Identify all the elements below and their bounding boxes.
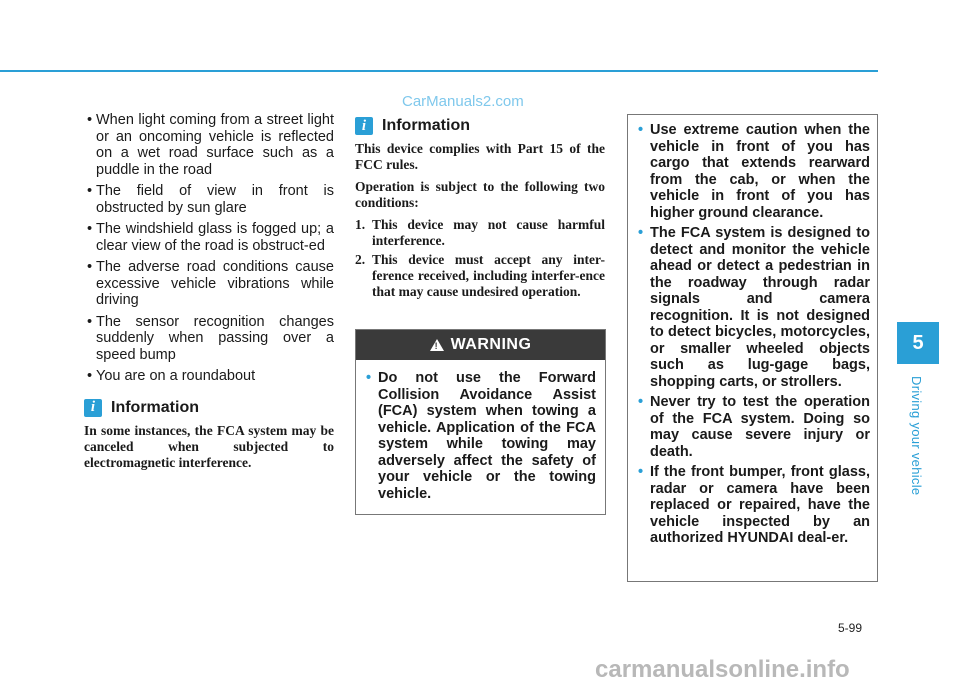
info-icon: i <box>84 399 102 417</box>
header-rule <box>0 70 878 72</box>
info-title: Information <box>382 117 470 134</box>
middle-column <box>355 117 605 303</box>
chapter-title: Driving your vehicle <box>909 376 924 496</box>
list-item: 1. This device may not cause harmful interference. <box>355 217 605 248</box>
list-item: • If the front bumper, front glass, radar or camera have been replaced or repaired, have the vehicle inspected by an authorized HYUNDAI deal-er. <box>638 464 870 546</box>
list-item: • Use extreme caution when the vehicle in front of you has cargo that extends rearward from the cab, or when the vehicle in front of you has higher ground clearance. <box>638 122 870 221</box>
fcc-paragraph: This device complies with Part 15 of the FCC rules. <box>355 141 605 172</box>
info-title: Information <box>111 398 199 416</box>
list-item: • When light coming from a street light or an oncoming vehicle is reflected on a wet road surface such as a puddle in the road <box>87 112 334 178</box>
left-column <box>84 112 334 471</box>
watermark-bottom: carmanualsonline.info <box>595 656 850 683</box>
warning-list <box>366 370 596 502</box>
list-item: • The sensor recognition changes suddenly when passing over a speed bump <box>87 313 334 363</box>
caution-list <box>638 122 870 547</box>
fcc-paragraph: Operation is subject to the following two conditions: <box>355 179 605 210</box>
page-number: 5-99 <box>838 621 863 635</box>
fcc-conditions <box>355 217 605 300</box>
chapter-tab: 5 <box>897 322 939 364</box>
info-text: In some instances, the FCA system may be canceled when subjected to electromagnetic interference. <box>84 422 334 470</box>
warning-box <box>355 329 606 515</box>
list-item: • Do not use the Forward Collision Avoidance Assist (FCA) system when towing a vehicle. Application of the FCA system while towing may adversely affect the safety of your vehicle or the towing vehicle. <box>366 370 596 502</box>
warning-header <box>356 330 605 360</box>
list-item: • The FCA system is designed to detect and monitor the vehicle ahead or detect a pedestrian in the roadway through radar signals and camera recognition. It is not designed to detect bicycles, motorcycles, or smaller wheeled objects such as lug-gage bags, shopping carts, or strollers. <box>638 225 870 390</box>
condition-list <box>84 112 334 385</box>
warning-title: WARNING <box>450 336 532 353</box>
fcc-info <box>355 141 605 300</box>
list-item: • You are on a roundabout <box>87 368 256 384</box>
list-item: • The windshield glass is fogged up; a clear view of the road is obstruct-ed <box>87 221 334 254</box>
watermark-top: CarManuals2.com <box>402 93 524 110</box>
caution-box <box>627 114 878 582</box>
list-item: • The field of view in front is obstructed by sun glare <box>87 183 334 216</box>
info-heading <box>84 399 334 417</box>
list-item: • The adverse road conditions cause excessive vehicle vibrations while driving <box>87 259 334 308</box>
list-item: 2. This device must accept any inter-ference received, including interfer-ence that may cause undesired operation. <box>355 252 605 299</box>
info-icon: i <box>355 117 373 135</box>
info-heading <box>355 117 605 135</box>
warning-triangle-icon: ! <box>430 339 444 351</box>
list-item: • Never try to test the operation of the FCA system. Doing so may cause severe injury or death. <box>638 394 870 460</box>
